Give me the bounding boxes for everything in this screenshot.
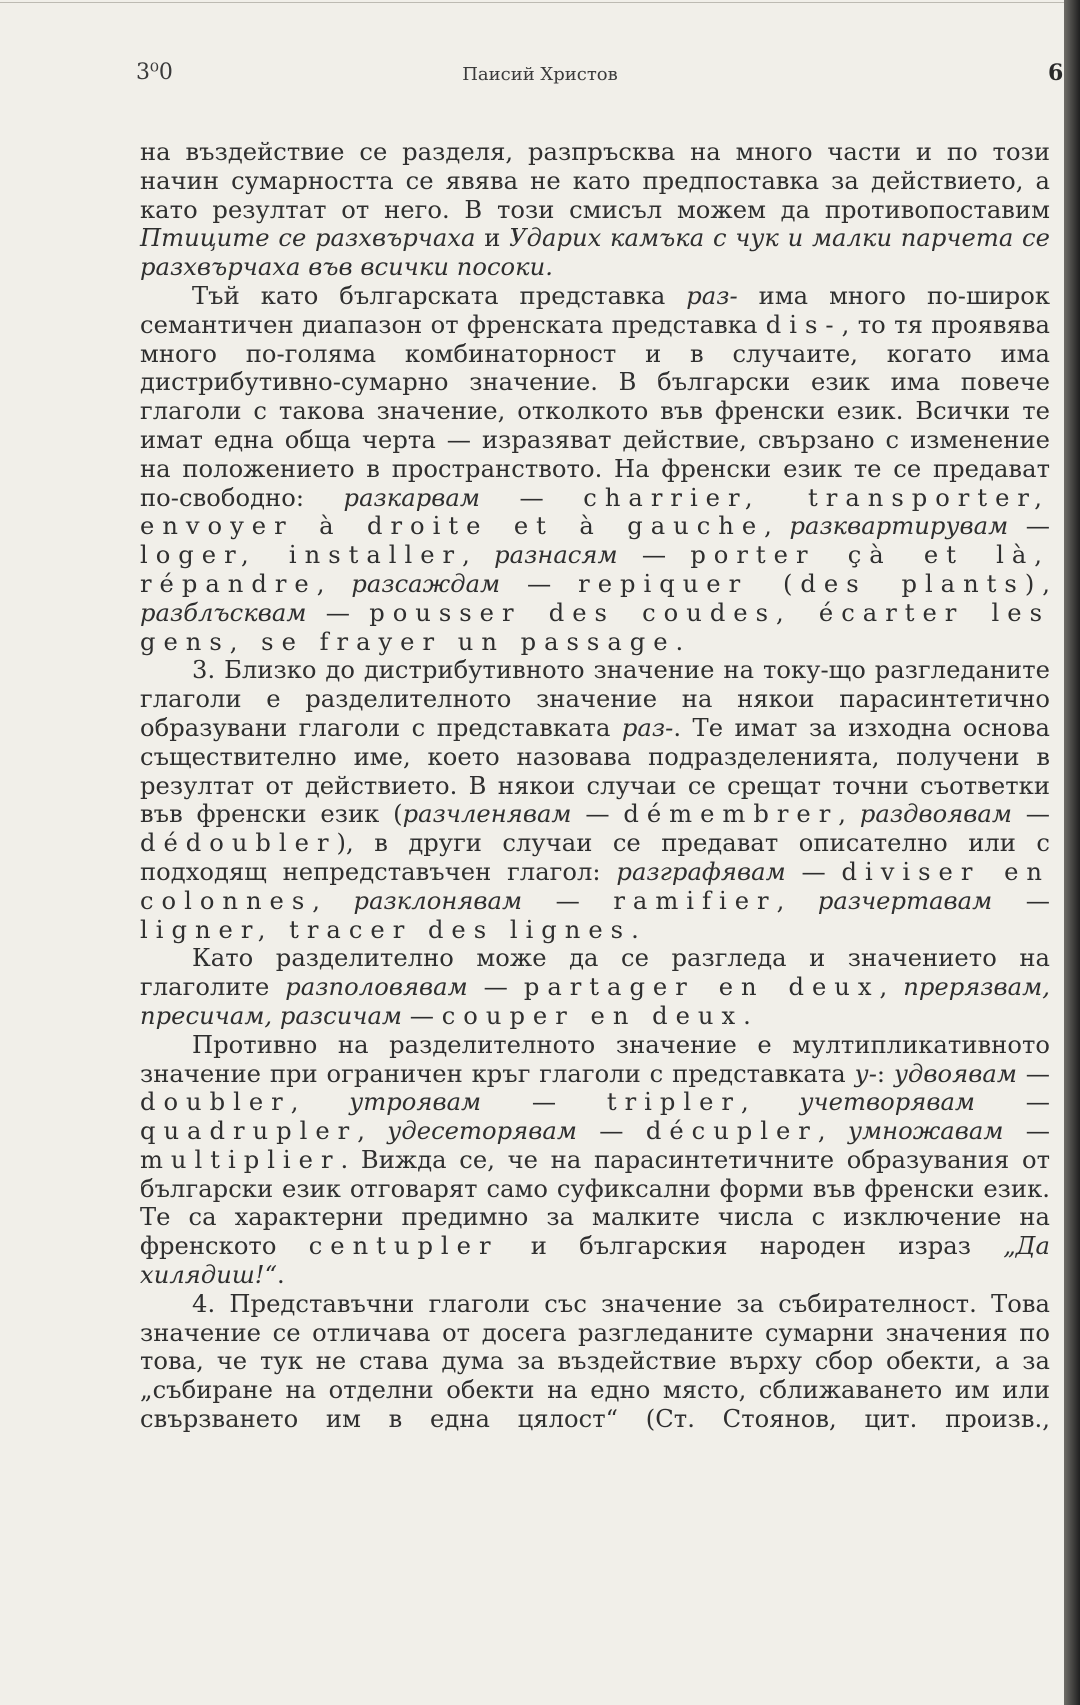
spaced-french-term: démembrer [623, 800, 839, 829]
italic-term: прерязвам, пресичам, разсичам [140, 973, 1050, 1030]
spaced-french-term: dédoubler [140, 829, 337, 858]
paragraph-3 [140, 656, 1050, 944]
text-run: Противно на разделителното значение е мултипликативното значение при ограничен кръг глаголи с представката [140, 1030, 1050, 1088]
spaced-french-term: tripler [606, 1088, 741, 1117]
spaced-french-term: centupler [308, 1232, 499, 1261]
text-run: — [522, 886, 614, 915]
spaced-french-term: couper en deux. [441, 1001, 759, 1030]
spaced-french-term: charrier, transporter, envoyer à droite et à gauche [140, 483, 1050, 541]
text-run: — [1008, 512, 1051, 541]
text-run: 4. Представъчни глаголи със значение за събирателност. Това значение се отличава от досега разгледаните сумарни значения по това, че тук не става дума за въздействие върху сбор обекти, а за „събиране на отделни обекти на едно място, сближаването им или свързването им в една цялост“ (Ст. Стоянов, цит. произв., [140, 1289, 1050, 1434]
text-run: — [571, 800, 624, 829]
spaced-french-term: pousser des coudes, écarter les gens, se frayer un passage. [140, 598, 1051, 656]
italic-term: удвоявам [893, 1059, 1017, 1088]
text-run: — [500, 569, 579, 598]
text-run: : [876, 1059, 894, 1088]
text-run: — [617, 541, 691, 570]
spaced-french-term: porter çà et là, répandre [140, 541, 1050, 598]
italic-term: удесеторявам [387, 1117, 577, 1146]
paragraph-4 [140, 944, 1050, 1030]
italic-term: разклонявам [353, 886, 523, 915]
text-run: , то тя проявява много по-голяма комбинаторност и в случаите, когато има дистрибутивно-сумарно значение. В български език има повече глаголи с такова значение, отколкото във френски език. Всички те имат една обща черта — изразяват действие, свързано с изменение на положението в пространството. На френски език те се предават по-свободно: [140, 310, 1050, 512]
text-run: Тъй като българската представка [192, 281, 687, 310]
italic-term: „Да хилядиш!“ [140, 1232, 1050, 1290]
italic-term: учетворявам [799, 1088, 976, 1117]
text-run: , [357, 1117, 388, 1146]
text-run: Като разделително може да се разгледа и значението на глаголите [140, 944, 1050, 1002]
text-run: , [290, 1088, 350, 1117]
italic-term: разсаждам [351, 569, 501, 598]
italic-term: Птиците се разхвърчаха [140, 224, 476, 253]
italic-term: разчленявам [402, 800, 572, 829]
italic-term: разкарвам [343, 483, 480, 512]
paragraph-1 [140, 138, 1050, 282]
text-run: 3. Близко до дистрибутивното значение на току-що разгледаните глаголи е разделителното значение на някои парасинтетично образувани глаголи с представката [140, 656, 1050, 742]
text-run: — [1003, 1117, 1050, 1146]
text-run: . Вижда се, че на парасинтетичните образувания от български език отговарят само суфиксални форми във френски език. Те са характерни предимно за малките числа с изключение на френското [140, 1145, 1050, 1261]
page-binding-edge [1064, 0, 1080, 1705]
spaced-french-term: multiplier [140, 1145, 341, 1174]
italic-term: раздвоявам [859, 800, 1012, 829]
text-run: — [992, 886, 1050, 915]
italic-term: разграфявам [616, 857, 786, 886]
text-run: — [1016, 1059, 1050, 1088]
text-run: на въздействие се разделя, разпръсква на много части и по този начин сумарността се явява не като предпоставка за действието, а като резултат от него. В този смисъл можем да противопоставим [140, 138, 1050, 224]
spaced-french-term: repiquer (des plants) [578, 569, 1043, 598]
spaced-french-term: ramifier [613, 886, 777, 915]
text-run: — [975, 1088, 1050, 1117]
text-run: — [785, 857, 842, 886]
text-run: , [740, 1088, 800, 1117]
text-run: , [776, 886, 818, 915]
text-run: , [817, 1117, 848, 1146]
spaced-french-term: doubler [140, 1088, 291, 1117]
spaced-french-term: loger, installer [140, 541, 463, 570]
spaced-french-term: partager en deux [523, 973, 880, 1002]
text-run: , [316, 569, 352, 598]
italic-term: умножавам [847, 1117, 1004, 1146]
spaced-french-term: diviser en colonnes [140, 857, 1050, 915]
italic-term: раз- [686, 281, 738, 310]
spaced-french-term: dis- [765, 310, 842, 339]
text-run: , [462, 541, 495, 570]
running-head [0, 60, 1080, 92]
text-run: и българския народен израз [498, 1232, 1004, 1261]
italic-term: разнасям [494, 541, 618, 570]
text-run: . [277, 1261, 285, 1290]
italic-term: раз- [621, 713, 674, 742]
text-run: — [481, 1088, 607, 1117]
spaced-french-term: quadrupler [140, 1117, 358, 1146]
text-run: , [312, 886, 354, 915]
header-right-mark: 6 [1048, 60, 1064, 86]
paragraph-5 [140, 1031, 1050, 1290]
text-run: — [306, 598, 370, 627]
text-run: , [838, 800, 860, 829]
text-run: има много по-широк семантичен диапазон от френската представка [140, 281, 1050, 339]
text-run: , [1042, 569, 1051, 598]
text-run: — [402, 1001, 442, 1030]
text-run: — [576, 1117, 646, 1146]
italic-term: разквартирувам [789, 512, 1009, 541]
top-edge-rule [0, 2, 1080, 3]
spaced-french-term: ligner, tracer des lignes. [140, 915, 647, 944]
body-text [140, 138, 1050, 1434]
paragraph-2 [140, 282, 1050, 656]
italic-term: разполовявам [285, 973, 468, 1002]
text-run: , [879, 973, 904, 1002]
italic-term: Ударих камъка с чук и малки парчета се разхвърчаха във всички посоки. [140, 224, 1050, 282]
text-run: — [467, 973, 524, 1002]
text-run: ), в други случаи се предават описателно или с подходящ непредставъчен глагол: [140, 829, 1050, 886]
text-run: . Те имат за изходна основа съществително име, което назовава подразделенията, получени в резултат от действието. В някои случаи се срещат точни съответки във френски език ( [140, 713, 1050, 829]
text-run: — [480, 483, 584, 512]
text-run: — [1011, 800, 1051, 829]
page-number: 3⁰0 [136, 60, 173, 85]
text-run: , [764, 512, 790, 541]
spaced-french-term: décupler [645, 1117, 818, 1146]
italic-term: разчертавам [817, 886, 993, 915]
italic-term: у- [854, 1059, 877, 1088]
header-title: Паисий Христов [462, 64, 618, 85]
text-run: и [475, 224, 510, 253]
italic-term: утроявам [349, 1088, 482, 1117]
paragraph-6 [140, 1290, 1050, 1434]
italic-term: разблъсквам [140, 598, 307, 627]
